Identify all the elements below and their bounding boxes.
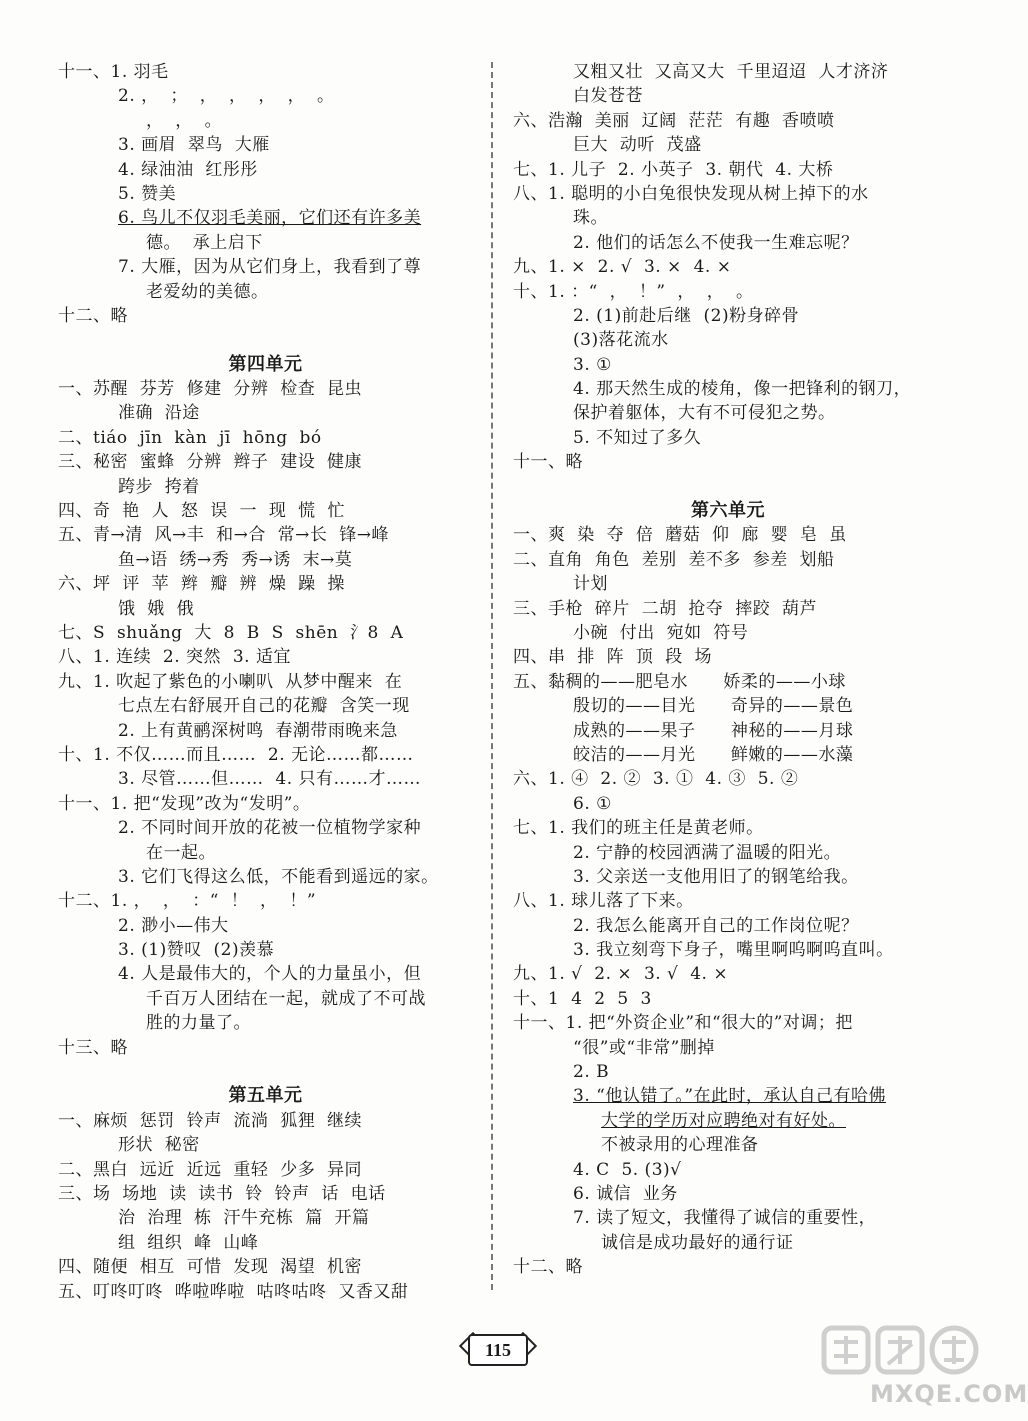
- answer-line: 八、1. 球儿落了下来。: [513, 891, 694, 912]
- answer-line: 十、1 4 2 5 3: [513, 988, 652, 1009]
- answer-line: “很”或“非常”删掉: [573, 1037, 715, 1058]
- answer-line: 6. ①: [573, 793, 612, 814]
- answer-line: 六、坪 评 苹 辫 瓣 辨 燥 躁 操: [58, 574, 345, 595]
- answer-line: 2. 宁静的校园洒满了温暖的阳光。: [573, 842, 842, 863]
- answer-line: 七、1. 我们的班主任是黄老师。: [513, 818, 764, 839]
- answer-line: 7. 读了短文，我懂得了诚信的重要性，: [573, 1208, 877, 1229]
- answer-line: 四、串 排 阵 顶 段 场: [513, 647, 713, 668]
- answer-line: 二、tiáo jīn kàn jī hōng bó: [58, 427, 322, 448]
- watermark-url: MXQE.COM: [870, 1380, 1028, 1408]
- answer-line: 五、青→清 风→丰 和→合 常→长 锋→峰: [58, 525, 389, 546]
- answer-line: 7. 大雁，因为从它们身上，我看到了尊: [118, 257, 422, 278]
- answer-line: 治 治理 栋 汗牛充栋 篇 开篇: [118, 1208, 370, 1229]
- answer-line: 小碗 付出 宛如 符号: [573, 622, 749, 643]
- answer-line: 4. 绿油油 红彤彤: [118, 159, 258, 180]
- answer-line: 3. 父亲送一支他用旧了的钢笔给我。: [573, 866, 859, 887]
- answer-line: 十一、略: [513, 452, 583, 473]
- answer-line: 德。 承上启下: [146, 232, 263, 253]
- section-heading: 第四单元: [228, 353, 303, 375]
- answer-line: 珠。: [573, 208, 608, 229]
- answer-line: 又粗又壮 又高又大 千里迢迢 人才济济: [573, 62, 889, 82]
- answer-line: 鱼→语 绣→秀 秀→诱 末→莫: [118, 549, 353, 570]
- answer-line: 十二、略: [513, 1257, 583, 1278]
- answer-line: 计划: [573, 574, 608, 595]
- answer-line: 诚信是成功最好的通行证: [601, 1232, 794, 1253]
- answer-line: 3. 我立刻弯下身子，嘴里啊呜啊呜直叫。: [573, 940, 894, 961]
- answer-line: 一、苏醒 芬芳 修建 分辨 检查 昆虫: [58, 379, 363, 400]
- column-divider: [491, 62, 493, 1290]
- answer-line: 不被录用的心理准备: [601, 1135, 759, 1156]
- answer-line: 一、爽 染 夺 倍 蘑菇 仰 廊 婴 皂 虽: [513, 525, 847, 546]
- answer-line: 6. 诚信 业务: [573, 1183, 678, 1204]
- answer-line: 2. (1)前赴后继 (2)粉身碎骨: [573, 305, 800, 326]
- answer-line: 2. ， ； ， ， ， ， 。: [118, 86, 335, 107]
- answer-line: 六、1. ④ 2. ② 3. ① 4. ③ 5. ②: [513, 769, 799, 790]
- answer-line: 成熟的——果子 神秘的——月球: [573, 720, 854, 741]
- answer-line: 四、随便 相互 可惜 发现 渴望 机密: [58, 1257, 363, 1278]
- answer-line: 八、1. 连续 2. 突然 3. 适宜: [58, 647, 291, 668]
- answer-line: 6. 鸟儿不仅羽毛美丽，它们还有许多美: [118, 208, 422, 229]
- answer-line: 十三、略: [58, 1037, 128, 1058]
- answer-line: 四、奇 艳 人 怒 误 一 现 慌 忙: [58, 501, 345, 522]
- answer-line: 十二、1. ， ， ：“ ！ ， ！”: [58, 891, 317, 912]
- answer-line: 准确 沿途: [118, 403, 200, 424]
- answer-line: 六、浩瀚 美丽 辽阔 茫茫 有趣 香喷喷: [513, 110, 835, 131]
- left-column: [58, 60, 473, 1304]
- watermark: [820, 1322, 1028, 1414]
- section-heading: 第五单元: [228, 1085, 303, 1107]
- answer-line: [58, 328, 473, 352]
- answer-line: 十、1. 不仅……而且…… 2. 无论……都……: [58, 744, 414, 765]
- answer-line: 三、手枪 碎片 二胡 抢夺 摔跤 葫芦: [513, 598, 818, 619]
- answer-line: [58, 1060, 473, 1084]
- answer-line: 七、1. 儿子 2. 小英子 3. 朝代 4. 大桥: [513, 159, 834, 180]
- answer-line: 一、麻烦 惩罚 铃声 流淌 狐狸 继续: [58, 1110, 363, 1131]
- answer-line: 2. B: [573, 1062, 610, 1083]
- answer-line: 3. “他认错了。”在此时，承认自己有哈佛: [573, 1086, 887, 1107]
- answer-line: 三、场 场地 读 读书 铃 铃声 话 电话: [58, 1183, 386, 1204]
- answer-line: 十一、1. 把“发现”改为“发明”。: [58, 793, 311, 814]
- answer-line: 七、S shuǎng 大 8 B S shēn 氵8 A: [58, 622, 404, 643]
- answer-line: 5. 不知过了多久: [573, 427, 702, 448]
- right-column: [513, 60, 943, 1280]
- watermark-logo-icon: [820, 1322, 980, 1378]
- answer-line: 千百万人团结在一起，就成了不可战: [146, 988, 426, 1009]
- answer-line: 二、直角 角色 差别 差不多 参差 划船: [513, 549, 835, 570]
- answer-line: 五、黏稠的——肥皂水 娇柔的——小球: [513, 671, 846, 692]
- answer-line: 饿 娥 俄: [118, 598, 195, 619]
- answer-line: 4. 人是最伟大的，个人的力量虽小，但: [118, 964, 422, 985]
- answer-line: 皎洁的——月光 鲜嫩的——水藻: [573, 744, 854, 765]
- answer-line: 九、1. × 2. √ 3. × 4. ×: [513, 257, 732, 278]
- answer-line: 十一、1. 把“外资企业”和“很大的”对调；把: [513, 1013, 853, 1034]
- answer-line: 老爱幼的美德。: [146, 281, 269, 302]
- answer-line: 4. C 5. (3)√: [573, 1159, 682, 1180]
- answer-line: 3. 尽管……但…… 4. 只有……才……: [118, 769, 422, 790]
- answer-line: 九、1. 吹起了紫色的小喇叭 从梦中醒来 在: [58, 671, 403, 692]
- answer-line: [513, 475, 943, 499]
- answer-line: 十、1. ：“ ， ！” ， ， 。: [513, 281, 754, 302]
- answer-line: 3. (1)赞叹 (2)羡慕: [118, 940, 275, 961]
- answer-line: 九、1. √ 2. × 3. √ 4. ×: [513, 964, 729, 985]
- answer-line: 形状 秘密: [118, 1135, 200, 1156]
- answer-line: 八、1. 聪明的小白兔很快发现从树上掉下的水: [513, 183, 869, 204]
- answer-line: 2. 不同时间开放的花被一位植物学家种: [118, 818, 422, 839]
- answer-line: 巨大 动听 茂盛: [573, 135, 702, 156]
- answer-line: 二、黑白 远近 近远 重轻 少多 异同: [58, 1159, 363, 1180]
- answer-line: 殷切的——目光 奇异的——景色: [573, 696, 854, 717]
- answer-line: 3. 画眉 翠鸟 大雁: [118, 135, 270, 156]
- answer-line: 2. 渺小—伟大: [118, 915, 229, 936]
- answer-line: 大学的学历对应聘绝对有好处。: [601, 1110, 846, 1131]
- answer-line: (3)落花流水: [573, 330, 669, 351]
- answer-line: 七点左右舒展开自己的花瓣 含笑一现: [118, 696, 410, 717]
- section-heading: 第六单元: [691, 500, 765, 522]
- answer-line: 组 组织 峰 山峰: [118, 1232, 259, 1253]
- answer-line: 2. 我怎么能离开自己的工作岗位呢？: [573, 915, 859, 936]
- answer-line: 胜的力量了。: [146, 1013, 251, 1034]
- answer-line: 3. 它们飞得这么低，不能看到遥远的家。: [118, 866, 439, 887]
- answer-line: 3. ①: [573, 354, 612, 375]
- answer-line: 跨步 挎着: [118, 476, 200, 497]
- answer-line: 在一起。: [146, 842, 216, 863]
- answer-line: 十一、1. 羽毛: [58, 62, 169, 82]
- page-number: 115: [484, 1339, 511, 1360]
- answer-line: 4. 那天然生成的棱角，像一把锋利的钢刀，: [573, 379, 912, 400]
- page-number-badge: [453, 1330, 543, 1370]
- answer-line: 5. 赞美: [118, 183, 177, 204]
- answer-line: 白发苍苍: [573, 86, 643, 107]
- answer-line: ， ， 。: [146, 110, 223, 131]
- answer-line: 五、叮咚叮咚 哗啦哗啦 咕咚咕咚 又香又甜: [58, 1281, 409, 1302]
- answer-line: 保护着躯体，大有不可侵犯之势。: [573, 403, 836, 424]
- answer-line: 三、秘密 蜜蜂 分辨 辫子 建设 健康: [58, 452, 363, 473]
- answer-line: 2. 上有黄鹂深树鸣 春潮带雨晚来急: [118, 720, 398, 741]
- answer-line: 2. 他们的话怎么不使我一生难忘呢？: [573, 232, 859, 253]
- answer-line: 十二、略: [58, 305, 128, 326]
